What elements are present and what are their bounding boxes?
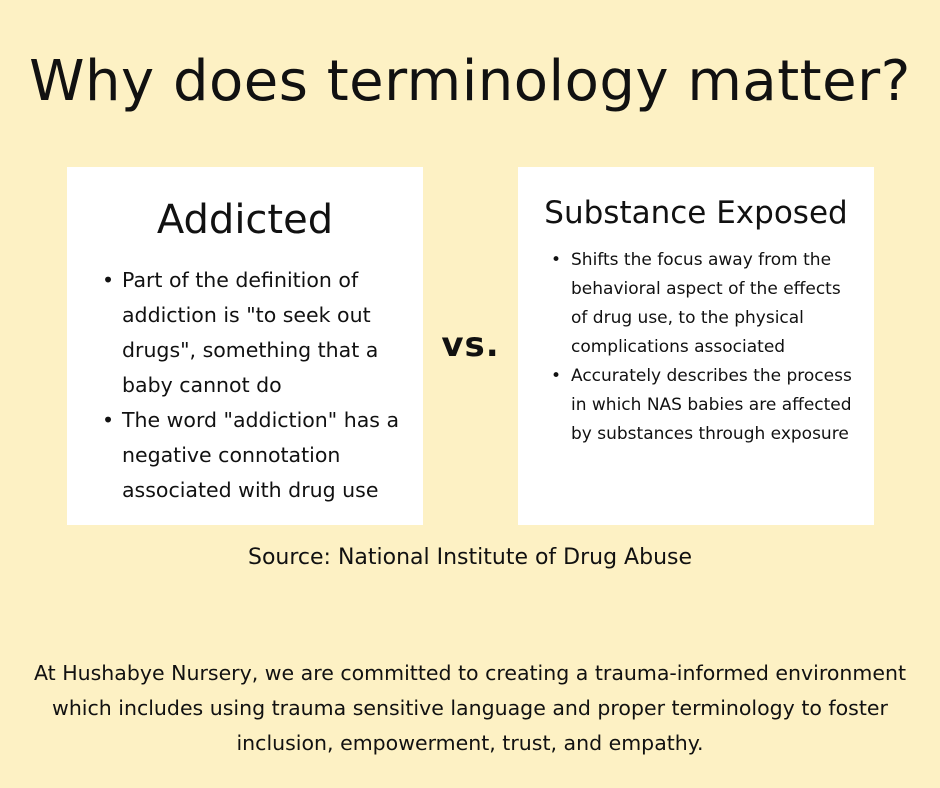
substance-exposed-card bbox=[518, 167, 874, 525]
footer-statement: At Hushabye Nursery, we are committed to creating a trauma-informed environment which includes using trauma sensitive language and proper terminology to foster inclusion, empowerment, trust, and empathy. bbox=[34, 661, 906, 755]
list-item bbox=[102, 263, 409, 403]
addicted-card bbox=[67, 167, 423, 525]
bullet-text: The word "addiction" has a negative connotation associated with drug use bbox=[122, 408, 400, 502]
bullet-text: Part of the definition of addiction is "to seek out drugs", something that a baby cannot do bbox=[122, 268, 379, 397]
list-item bbox=[551, 362, 856, 449]
bullet-icon: • bbox=[102, 408, 115, 432]
addicted-bullet-list bbox=[67, 263, 423, 508]
headline: Why does terminology matter? bbox=[29, 49, 911, 114]
substance-exposed-card-title: Substance Exposed bbox=[544, 195, 848, 231]
bullet-text: Shifts the focus away from the behavioral aspect of the effects of drug use, to the physical complications associated bbox=[571, 250, 841, 358]
bullet-icon: • bbox=[551, 250, 562, 271]
addicted-card-title: Addicted bbox=[156, 197, 334, 243]
source-citation: Source: National Institute of Drug Abuse bbox=[247, 545, 693, 570]
bullet-icon: • bbox=[102, 268, 115, 292]
list-item bbox=[551, 246, 856, 362]
bullet-icon: • bbox=[551, 366, 562, 387]
bullet-text: Accurately describes the process in which NAS babies are affected by substances through exposure bbox=[571, 366, 852, 445]
list-item bbox=[102, 403, 409, 508]
versus-label: vs. bbox=[441, 325, 500, 365]
substance-exposed-bullet-list bbox=[518, 246, 874, 449]
